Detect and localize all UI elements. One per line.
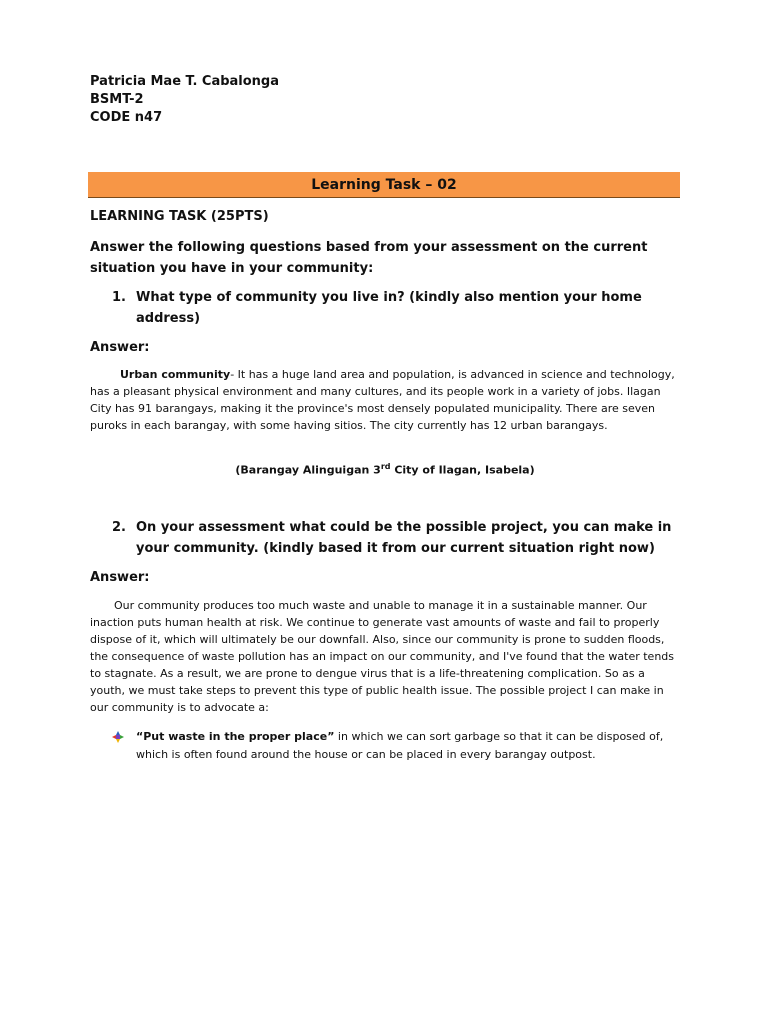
answer-label: Answer:	[90, 570, 150, 585]
question-1	[112, 287, 672, 329]
answer-body: - It has a huge land area and population, is advanced in science and technology, has a pleasant physical environment and many cultures, and its people work in a variety of jobs. Ilagan City has 91 barangays, making it the province's most densely populated municipality. There are seven puroks in each barangay, with some having sitios. The city currently has 12 urban barangays.	[90, 368, 675, 432]
answer-label: Answer:	[90, 340, 150, 355]
address-superscript: rd	[380, 462, 391, 471]
question-number: 1.	[112, 290, 126, 305]
task-heading: LEARNING TASK (25PTS)	[90, 209, 269, 224]
question-text: On your assessment what could be the possible project, you can make in your community. (kindly based it from our current situation right now)	[136, 520, 672, 556]
bullet-text	[112, 728, 682, 764]
bullet-body: in which we can sort garbage so that it can be disposed of, which is often found around the house or can be placed in every barangay outpost.	[136, 730, 664, 761]
answer-1-paragraph	[90, 366, 680, 434]
address-part: (Barangay Alinguigan 3	[235, 463, 381, 477]
title-banner	[88, 172, 680, 198]
banner-title: Learning Task – 02	[311, 176, 457, 193]
answer-2-paragraph: Our community produces too much waste and unable to manage it in a sustainable manner. Our inaction puts human health at risk. We continue to generate vast amounts of waste and fail to properly dispose of it, which will ultimately be our downfall. Also, since our community is prone to sudden floods, the consequence of waste pollution has an impact on our community, and I've found that the water tends to stagnate. As a result, we are prone to dengue virus that is a life-threatening complication. So as a youth, we must take steps to prevent this type of public health issue. The possible project I can make in our community is to advocate a:	[90, 599, 674, 714]
home-address	[90, 462, 680, 477]
student-course: BSMT-2	[90, 92, 144, 107]
question-2	[112, 517, 672, 559]
address-part: City of Ilagan, Isabela)	[390, 463, 535, 477]
answer-lead: Urban community	[120, 368, 231, 381]
question-text: What type of community you live in? (kindly also mention your home address)	[136, 290, 642, 326]
bullet-item	[112, 728, 682, 764]
student-name: Patricia Mae T. Cabalonga	[90, 74, 280, 89]
student-code: CODE n47	[90, 110, 163, 125]
student-header	[90, 73, 279, 127]
bullet-lead: “Put waste in the proper place”	[136, 730, 335, 743]
four-color-arrow-icon	[112, 731, 124, 743]
question-number: 2.	[112, 520, 126, 535]
instruction-text: Answer the following questions based from your assessment on the current situation you have in your community:	[90, 240, 648, 276]
